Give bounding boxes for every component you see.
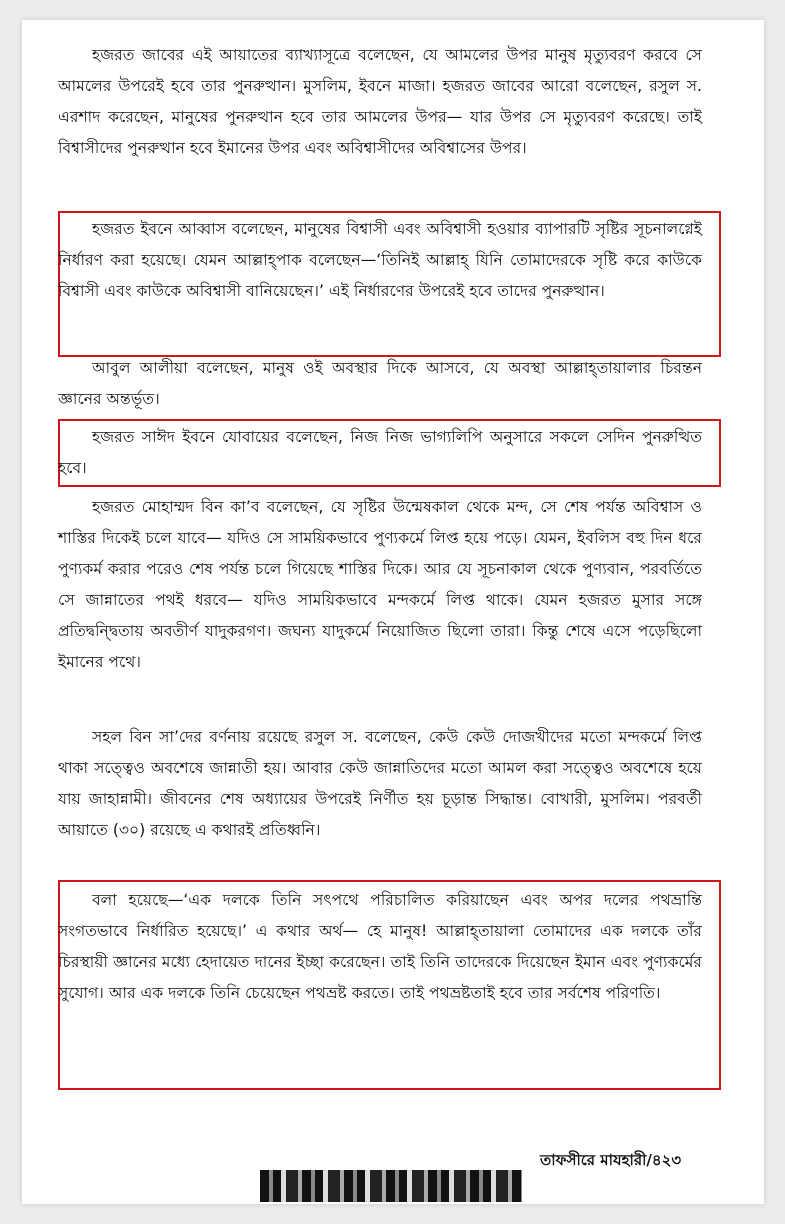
paragraph-jaber: হজরত জাবের এই আয়াতের ব্যাখ্যাসূত্রে বলেছেন, যে আমলের উপর মানুষ মৃত্যুবরণ করবে সে আমলের উপরেই হবে তার পুনরুত্থান। মুসলিম, ইবনে মাজা। হজরত জাবের আরো বলেছেন, রসুল স. এরশাদ করেছেন, মানুষের পুনরুত্থান হবে তার আমলের উপর— যার উপর সে মৃত্যুবরণ করেছে। তাই বিশ্বাসীদের পুনরুত্থান হবে ইমানের উপর এবং অবিশ্বাসীদের অবিশ্বাসের উপর। bbox=[58, 46, 702, 157]
paragraph-muhammad-bin-kab: হজরত মোহাম্মদ বিন কা’ব বলেছেন, যে সৃষ্টির উন্মেষকাল থেকে মন্দ, সে শেষ পর্যন্ত অবিশ্বাস ও শাস্তির দিকেই চলে যাবে— যদিও সে সাময়িকভাবে পুণ্যকর্মে লিপ্ত হয়ে পড়ে। যেমন, ইবলিস বহু দিন ধরে পুণ্যকর্ম করার পরেও শেষ পর্যন্ত চলে গিয়েছে শাস্তির দিকে। আর যে সূচনাকাল থেকে পুণ্যবান, পরবর্তিতে সে জান্নাতের পথই ধরবে— যদিও সাময়িকভাবে মন্দকর্মে লিপ্ত থাকে। যেমন হজরত মুসার সঙ্গে প্রতিদ্বন্দ্বিতায় অবতীর্ণ যাদুকরগণ। জঘন্য যাদুকর্মে নিয়োজিত ছিলো তারা। কিন্তু শেষে এসে পড়েছিলো ইমানের পথে। bbox=[58, 498, 702, 671]
paragraph-abul-aliya: আবুল আলীয়া বলেছেন, মানুষ ওই অবস্থার দিকে আসবে, যে অবস্থা আল্লাহ্‌তায়ালার চিরন্তন জ্ঞানের অন্তর্ভূত। bbox=[58, 359, 702, 408]
page-footer: তাফসীরে মাযহারী/৪২৩ bbox=[540, 1151, 682, 1169]
paragraph-conclusion: বলা হয়েছে—‘এক দলকে তিনি সৎপথে পরিচালিত করিয়াছেন এবং অপর দলের পথভ্রান্তি সংগতভাবে নির্ধারিত হয়েছে।’ এ কথার অর্থ— হে মানুষ! আল্লাহ্‌তায়ালা তোমাদের এক দলকে তাঁর চিরস্থায়ী জ্ঞানের মধ্যে হেদায়েত দানের ইচ্ছা করেছেন। তাই তিনি তাদেরকে দিয়েছেন ইমান এবং পুণ্যকর্মের সুযোগ। আর এক দলকে তিনি চেয়েছেন পথভ্রষ্ট করতে। তাই পথভ্রষ্টতাই হবে তার সর্বশেষ পরিণতি। bbox=[58, 891, 702, 1002]
paragraph-said: হজরত সাঈদ ইবনে যোবায়ের বলেছেন, নিজ নিজ ভাগ্যলিপি অনুসারে সকলে সেদিন পুনরুত্থিত হবে। bbox=[58, 428, 702, 477]
redacted-strip bbox=[260, 1170, 522, 1202]
paragraph-sahl-bin-sad: সহল বিন সা’দের বর্ণনায় রয়েছে রসুল স. বলেছেন, কেউ কেউ দোজখীদের মতো মন্দকর্মে লিপ্ত থাকা সত্ত্বেও অবশেষে জান্নাতী হয়। আবার কেউ জান্নাতিদের মতো আমল করা সত্ত্বেও অবশেষে হয়ে যায় জাহান্নামী। জীবনের শেষ অধ্যায়ের উপরেই নির্ণীত হয় চূড়ান্ত সিদ্ধান্ত। বোখারী, মুসলিম। পরবর্তী আয়াতে (৩০) রয়েছে এ কথারই প্রতিধ্বনি। bbox=[58, 728, 702, 839]
paragraph-ibn-abbas: হজরত ইবনে আব্বাস বলেছেন, মানুষের বিশ্বাসী এবং অবিশ্বাসী হওয়ার ব্যাপারটি সৃষ্টির সূচনালগ্নেই নির্ধারণ করা হয়েছে। যেমন আল্লাহ্‌পাক বলেছেন—‘তিনিই আল্লাহ্‌ যিনি তোমাদেরকে সৃষ্টি করে কাউকে বিশ্বাসী এবং কাউকে অবিশ্বাসী বানিয়েছেন।’ এই নির্ধারণের উপরেই হবে তাদের পুনরুত্থান। bbox=[58, 220, 702, 300]
